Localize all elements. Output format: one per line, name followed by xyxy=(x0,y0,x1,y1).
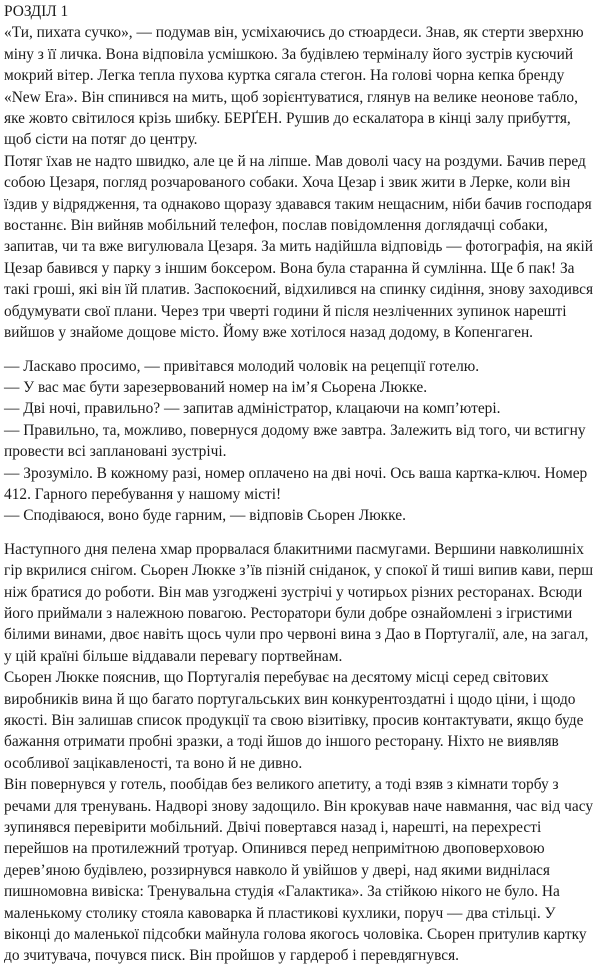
dialogue-line: — Дві ночі, правильно? — запитав адміністратор, клацаючи на комп’ютері. xyxy=(4,400,501,418)
dialogue-line: — Зрозуміло. В кожному разі, номер оплачено на дві ночі. Ось ваша картка-ключ. Номер 412. Гарного перебування у нашому місті! xyxy=(4,464,588,503)
paragraph: Він повернувся у готель, пообідав без великого апетиту, а тоді взяв з кімнати торбу з речами для тренувань. Надворі знову задощило. Він крокував наче навмання, час від часу зупинявся перевірити мобільний. Двічі повертався назад і, нарешті, на перехресті перейшов на протилежний тротуар. Опинився перед непримітною двоповерховою дерев’яною будівлею, роззирнувся навколо й увійшов у двері, над якими виднілася пишномовна вивіска: Тренувальна студія «Галактика». За стійкою нікого не було. На маленькому столику стояла кавоварка й пластикові кухлики, поруч — два стільці. У віконці до маленької підсобки майнула голова якогось чоловіка. Сьорен притулив картку до зчитувача, почувся писк. Він пройшов у гардероб і перевдягнувся. xyxy=(4,776,594,965)
dialogue-line: — Правильно, та, можливо, повернуся додому вже завтра. Залежить від того, чи встигну провести всі заплановані зустрічі. xyxy=(4,421,586,461)
dialogue-line: — Ласкаво просимо, — привітався молодий чоловік на рецепції готелю. xyxy=(4,357,480,375)
paragraph: Сьорен Люкке пояснив, що Португалія перебуває на десятому місці серед світових виробників вина й що багато португальських вин конкурентоздатні і щодо ціни, і щодо якості. Він залишав список продукції та свою візитівку, просив контактувати, якщо буде бажання отримати пробні зразки, а тоді йшов до іншого ресторану. Ніхто не виявляв особливої зацікавленості, та воно й не дивно. xyxy=(4,669,584,772)
chapter-title: РОЗДІЛ 1 xyxy=(4,3,69,20)
paragraph: Наступного дня пелена хмар прорвалася блакитними пасмугами. Вершини навколишніх гір вкрилися снігом. Сьорен Люкке з’їв пізній сніданок, у спокої й тиші випив кави, перш ніж братися до роботи. Він мав узгоджені зустрічі у чотирьох різних ресторанах. Всюди його приймали з належною повагою. Ресторатори були добре ознайомлені з ігристими білими винами, двоє навіть щось чули про червоні вина з Дао в Португалії, але, на загал, у цій країні більше віддавали перевагу портвейнам. xyxy=(4,540,594,665)
dialogue-line: — Сподіваюся, воно буде гарним, — відповів Сьорен Люкке. xyxy=(4,507,406,525)
dialogue-block xyxy=(4,356,594,527)
paragraph: Потяг їхав не надто швидко, але це й на ліпше. Мав доволі часу на роздуми. Бачив перед собою Цезаря, погляд розчарованого собаки. Хоча Цезар і звик жити в Лерке, коли він їздив у відрядження, та однаково щоразу здавався таким нещасним, ніби бачив господаря востаннє. Він вийняв мобільний телефон, послав повідомлення доглядачці собаки, запитав, чи та вже вигулювала Цезаря. За мить надійшла відповідь — фотографія, на якій Цезар бавився у парку з іншим боксером. Вона була старанна й сумлінна. Ще б пак! За такі гроші, які він їй платив. Заспокоєний, відхилився на спинку сидіння, знову заходився обдумувати свої плани. Через три чверті години й після незліченних зупинок нарешті вийшов у знайоме дощове місто. Йому вже хотілося назад додому, в Копенгаген. xyxy=(4,152,594,342)
dialogue-line: — У вас має бути зарезервований номер на ім’я Сьорена Люкке. xyxy=(4,378,428,396)
paragraph: «Ти, пихата сучко», — подумав він, усміхаючись до стюардеси. Знав, як стерти зверхню міну з її личка. Вона відповіла усмішкою. За будівлею терміналу його зустрів кусючий мокрий вітер. Легка тепла пухова куртка сягала стегон. На голові чорна кепка бренду «New Era». Він спинився на мить, щоб зорієнтуватися, глянув на велике неонове табло, яке жовто світилося крізь шибку. БЕРҐЕН. Рушив до ескалатора в кінці залу прибуття, щоб сісти на потяг до центру. xyxy=(4,24,584,149)
